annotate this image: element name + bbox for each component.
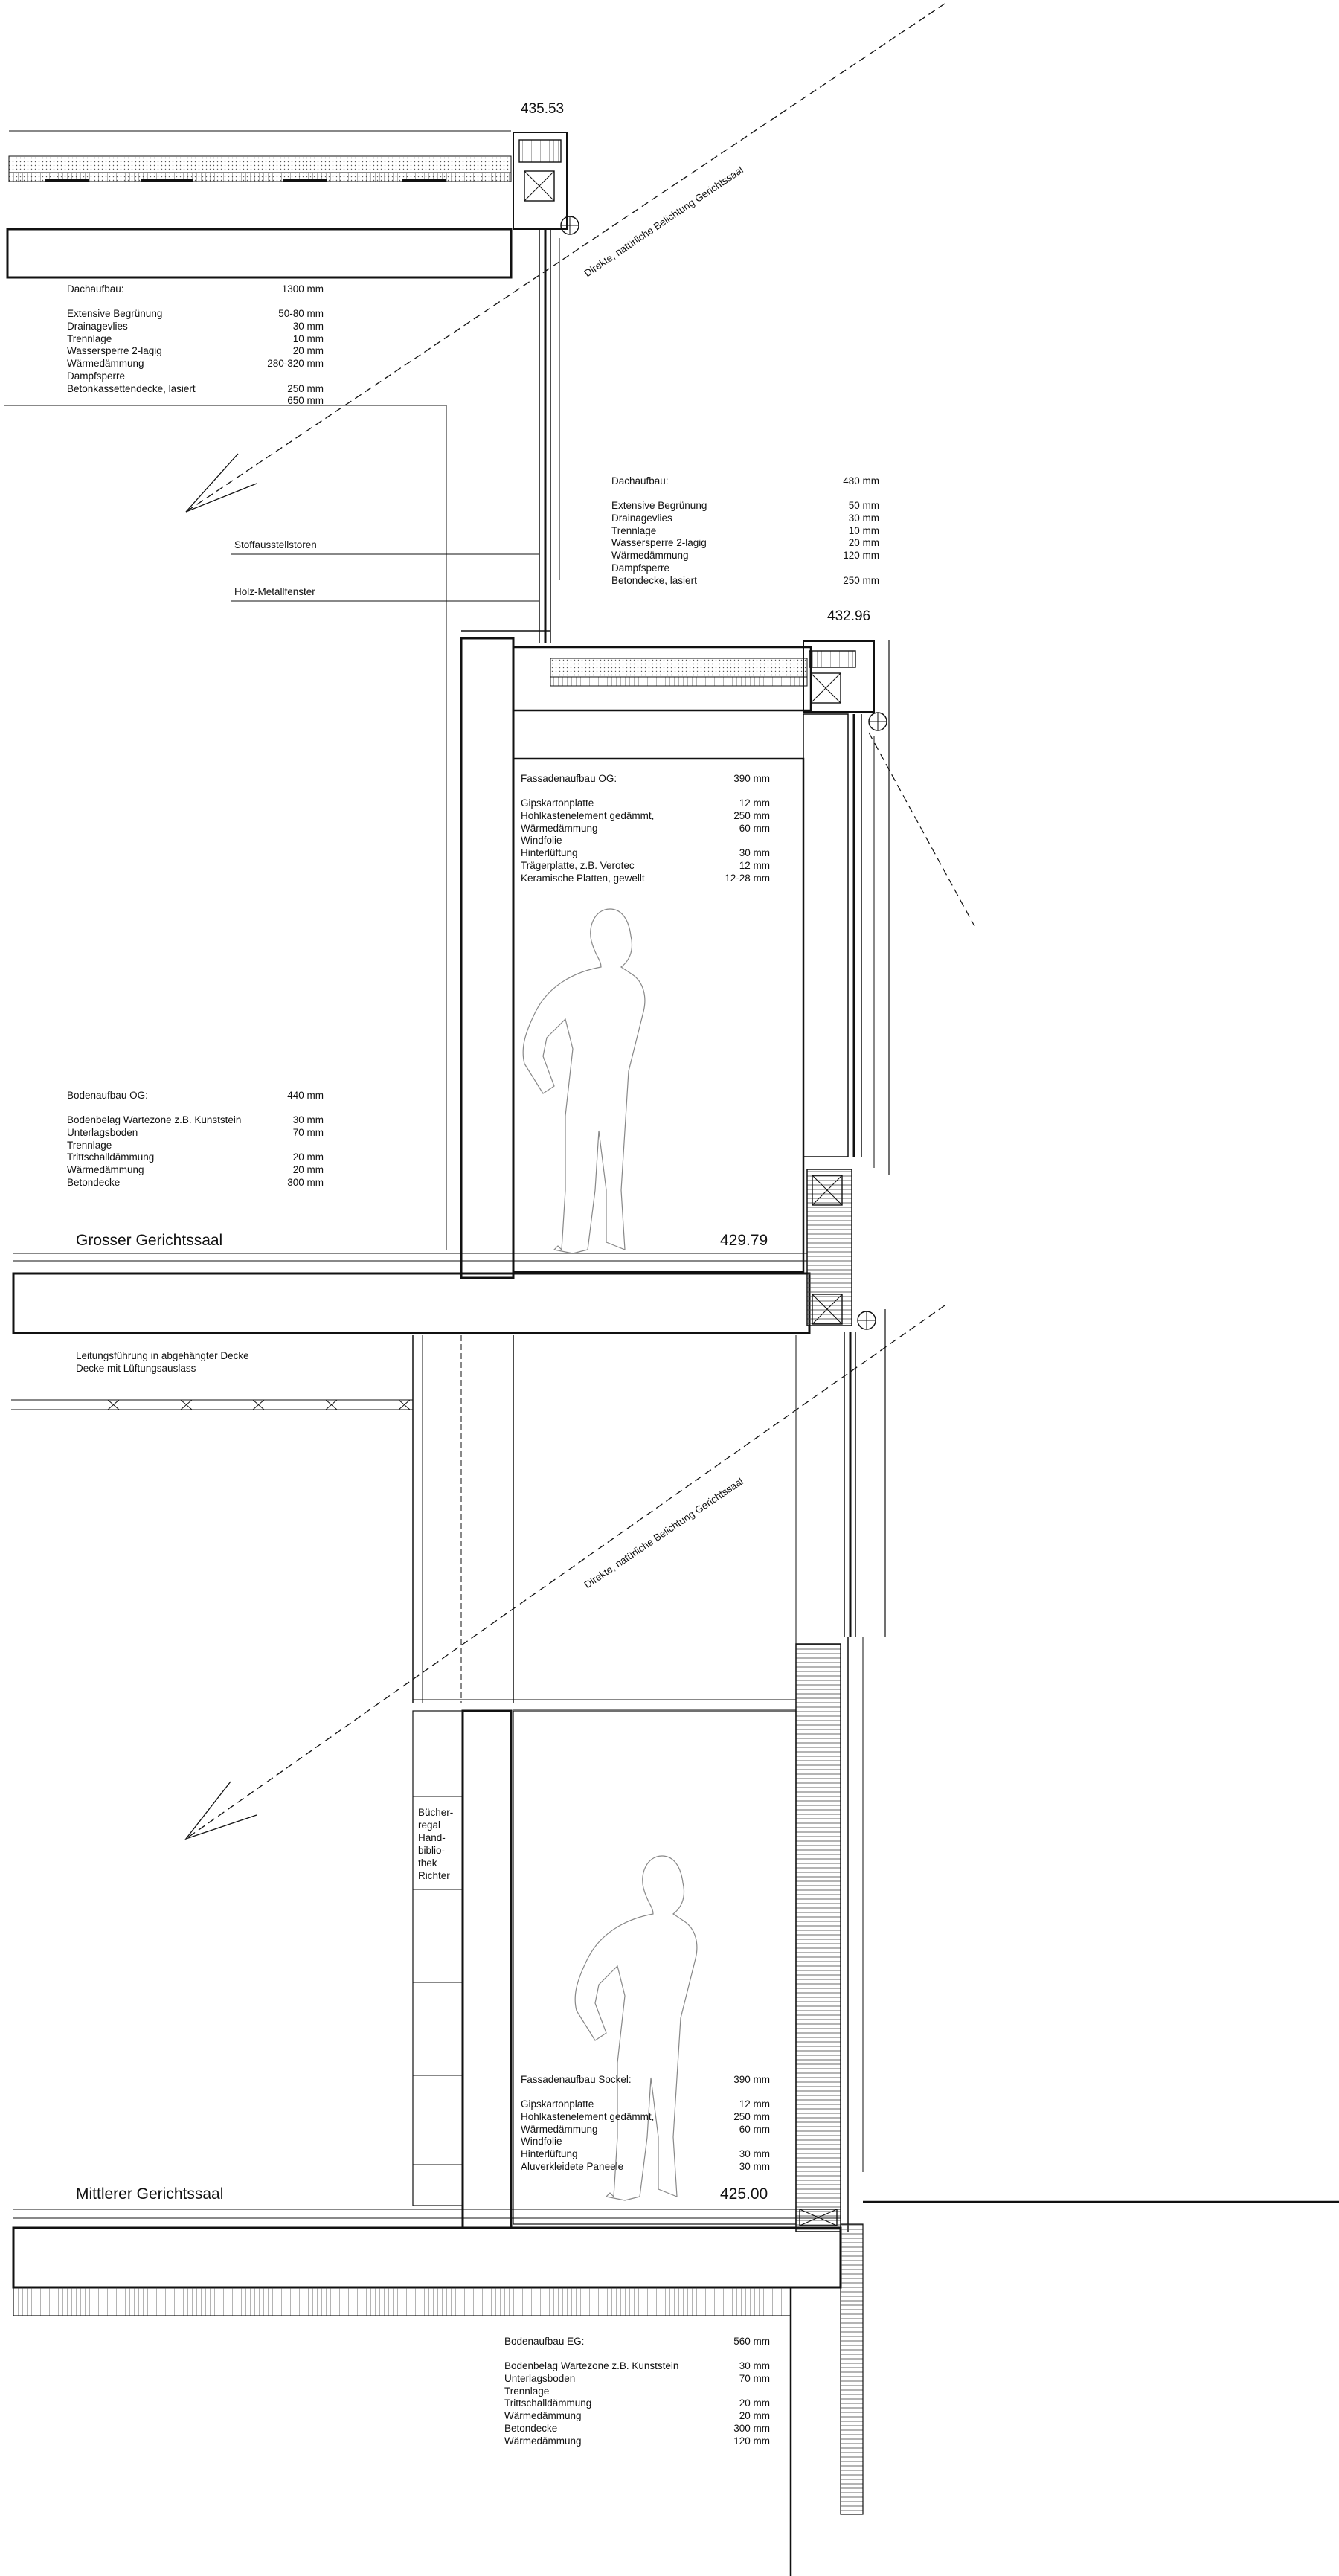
spec-layer: Trennlage — [611, 524, 657, 536]
spec-row — [504, 2373, 770, 2386]
spec-boden-og — [67, 1090, 324, 1189]
human-figure-og — [523, 909, 645, 1253]
window-label: Holz-Metallfenster — [234, 586, 315, 597]
spec-layer: Hinterlüftung — [521, 2148, 578, 2160]
spec-boden-eg — [504, 2336, 770, 2447]
spec-row — [67, 333, 324, 346]
spec-dachaufbau-1 — [67, 283, 324, 408]
spec-thickness: 20 mm — [739, 2397, 770, 2409]
spec-total: 440 mm — [287, 1090, 324, 1101]
daylight-label-lower: Direkte, natürliche Belichtung Gerichtssaal — [582, 1475, 745, 1591]
spec-row — [67, 1152, 324, 1164]
spec-row — [67, 1140, 324, 1152]
spec-total: 560 mm — [733, 2336, 770, 2347]
spec-row — [611, 513, 879, 525]
spec-layer: Dampfsperre — [611, 562, 670, 574]
spec-title: Dachaufbau: — [611, 475, 669, 486]
spec-fassade-sockel — [521, 2074, 770, 2174]
spec-layer: Trittschalldämmung — [67, 1152, 155, 1163]
spec-layer: Betondecke — [67, 1176, 121, 1188]
spec-row — [67, 395, 324, 408]
bookshelf-line-5: thek — [418, 1857, 437, 1869]
spec-layer: Unterlagsboden — [67, 1127, 138, 1139]
spec-thickness: 12 mm — [739, 2098, 770, 2110]
daylight-line-upper — [186, 4, 945, 512]
spec-row — [521, 835, 770, 847]
spec-layer: Drainagevlies — [611, 513, 672, 524]
spec-layer: Trennlage — [67, 333, 112, 344]
spec-thickness: 12 mm — [739, 859, 770, 871]
spec-row — [521, 823, 770, 835]
spec-title: Fassadenaufbau OG: — [521, 773, 617, 784]
spec-row — [521, 847, 770, 860]
spec-thickness: 30 mm — [739, 2148, 770, 2160]
bookshelf-line-4: biblio- — [418, 1845, 446, 1856]
spec-thickness: 280-320 mm — [267, 358, 324, 370]
window-upper — [539, 229, 559, 643]
spec-layer: Extensive Begrünung — [67, 308, 163, 320]
elevation-floor-og: 429.79 — [720, 1232, 768, 1249]
room-name-upper: Grosser Gerichtssaal — [76, 1232, 223, 1249]
spec-layer: Betonkassettendecke, lasiert — [67, 382, 196, 394]
ceiling-label-1: Leitungsführung in abgehängter Decke — [76, 1350, 249, 1361]
spec-title: Bodenaufbau OG: — [67, 1090, 148, 1101]
spec-thickness: 30 mm — [739, 2160, 770, 2172]
spec-row — [67, 370, 324, 383]
spec-row — [504, 2360, 770, 2373]
spec-thickness: 250 mm — [733, 810, 770, 822]
spec-title-row — [611, 475, 879, 488]
spec-thickness: 20 mm — [292, 345, 324, 357]
spec-row — [521, 2148, 770, 2161]
spec-thickness: 650 mm — [287, 395, 324, 407]
spec-total: 480 mm — [843, 475, 879, 486]
spec-layer: Bodenbelag Wartezone z.B. Kunststein — [67, 1114, 242, 1126]
spec-thickness: 300 mm — [733, 2422, 770, 2434]
spec-row — [611, 575, 879, 588]
spec-total: 1300 mm — [281, 283, 324, 295]
spec-layer: Trittschalldämmung — [504, 2397, 592, 2409]
spec-row — [67, 308, 324, 321]
spec-thickness: 20 mm — [292, 1164, 324, 1176]
spec-layer: Wassersperre 2-lagig — [67, 345, 162, 357]
spec-thickness: 250 mm — [287, 382, 324, 394]
spec-row — [521, 2124, 770, 2136]
spec-layer: Drainagevlies — [67, 321, 128, 333]
spec-thickness: 60 mm — [739, 2123, 770, 2135]
spec-title: Fassadenaufbau Sockel: — [521, 2074, 632, 2085]
bookshelf-line-6: Richter — [418, 1870, 450, 1881]
spec-thickness: 30 mm — [292, 1114, 324, 1126]
daylight-label-upper: Direkte, natürliche Belichtung Gerichtssaal — [582, 164, 745, 280]
spec-row — [504, 2410, 770, 2423]
roof-middle — [461, 631, 974, 1278]
spec-thickness: 20 mm — [739, 2410, 770, 2422]
spec-row — [521, 2136, 770, 2148]
spec-row — [521, 810, 770, 823]
spec-layer: Bodenbelag Wartezone z.B. Kunststein — [504, 2360, 679, 2372]
spec-row — [67, 358, 324, 370]
spec-title-row — [521, 773, 770, 786]
spec-layer: Wärmedämmung — [611, 550, 689, 562]
elevation-roof-mid: 432.96 — [827, 608, 871, 624]
spec-row — [521, 2098, 770, 2111]
spec-title-row — [67, 283, 324, 296]
bookshelf-label — [418, 1806, 453, 1882]
spec-row — [67, 383, 324, 396]
spec-row — [521, 860, 770, 873]
spec-title-row — [521, 2074, 770, 2087]
spec-layer: Gipskartonplatte — [521, 2098, 594, 2110]
roof-upper — [7, 131, 579, 277]
spec-layer: Hinterlüftung — [521, 847, 578, 859]
spec-layer: Wassersperre 2-lagig — [611, 537, 707, 549]
spec-layer: Trennlage — [504, 2385, 550, 2397]
spec-layer: Aluverkleidete Paneele — [521, 2160, 624, 2172]
spec-thickness: 60 mm — [739, 822, 770, 834]
bookshelf-line-3: Hand- — [418, 1832, 446, 1843]
spec-row — [521, 2111, 770, 2124]
spec-row — [67, 1127, 324, 1140]
spec-layer: Hohlkastenelement gedämmt, — [521, 2111, 655, 2123]
spec-layer: Wärmedämmung — [521, 2123, 598, 2135]
spec-layer: Windfolie — [521, 2136, 562, 2148]
spec-title: Dachaufbau: — [67, 283, 124, 295]
spec-row — [521, 797, 770, 810]
spec-layer: Wärmedämmung — [67, 1164, 144, 1176]
spec-layer: Wärmedämmung — [521, 822, 598, 834]
spec-layer: Wärmedämmung — [504, 2410, 582, 2422]
spec-row — [504, 2435, 770, 2448]
elevation-floor-eg: 425.00 — [720, 2185, 768, 2203]
spec-row — [504, 2423, 770, 2435]
spec-thickness: 50-80 mm — [278, 308, 324, 320]
blinds-label: Stoffausstellstoren — [234, 539, 317, 550]
spec-layer: Windfolie — [521, 835, 562, 847]
spec-layer: Betondecke, lasiert — [611, 574, 697, 586]
bookshelf-line-2: regal — [418, 1819, 441, 1831]
spec-row — [504, 2386, 770, 2398]
spec-row — [611, 525, 879, 538]
spec-thickness: 70 mm — [292, 1127, 324, 1139]
spec-row — [67, 1164, 324, 1177]
spec-row — [521, 873, 770, 885]
spec-title-row — [504, 2336, 770, 2348]
room-name-lower: Mittlerer Gerichtssaal — [76, 2185, 224, 2203]
spec-layer: Wärmedämmung — [67, 358, 144, 370]
spec-dachaufbau-2 — [611, 475, 879, 587]
spec-thickness: 250 mm — [733, 2111, 770, 2123]
spec-title: Bodenaufbau EG: — [504, 2336, 585, 2347]
spec-row — [67, 345, 324, 358]
spec-layer: Dampfsperre — [67, 370, 126, 382]
spec-thickness: 120 mm — [733, 2435, 770, 2447]
elevation-roof-top: 435.53 — [521, 101, 565, 117]
spec-layer: Gipskartonplatte — [521, 797, 594, 809]
spec-row — [611, 500, 879, 513]
spec-total: 390 mm — [733, 2074, 770, 2085]
spec-row — [611, 537, 879, 550]
spec-title-row — [67, 1090, 324, 1102]
spec-row — [67, 321, 324, 333]
spec-layer: Betondecke — [504, 2422, 558, 2434]
spec-thickness: 30 mm — [739, 2360, 770, 2372]
spec-row — [611, 550, 879, 562]
spec-layer: Extensive Begrünung — [611, 500, 707, 512]
spec-row — [67, 1177, 324, 1189]
spec-thickness: 10 mm — [848, 524, 879, 536]
spec-thickness: 10 mm — [292, 333, 324, 344]
spec-thickness: 30 mm — [292, 321, 324, 333]
spec-thickness: 30 mm — [848, 513, 879, 524]
spec-row — [611, 562, 879, 575]
spec-thickness: 300 mm — [287, 1176, 324, 1188]
spec-total: 390 mm — [733, 773, 770, 784]
spec-layer: Unterlagsboden — [504, 2373, 576, 2385]
spec-thickness: 250 mm — [843, 574, 879, 586]
spec-thickness: 50 mm — [848, 500, 879, 512]
spec-thickness: 120 mm — [843, 550, 879, 562]
spec-thickness: 12-28 mm — [725, 872, 770, 884]
spec-layer: Hohlkastenelement gedämmt, — [521, 810, 655, 822]
spec-layer: Keramische Platten, gewellt — [521, 872, 645, 884]
spec-layer: Trägerplatte, z.B. Verotec — [521, 859, 635, 871]
bookshelf-line-1: Bücher- — [418, 1807, 454, 1818]
spec-thickness: 20 mm — [848, 537, 879, 549]
spec-thickness: 70 mm — [739, 2373, 770, 2385]
spec-row — [521, 2161, 770, 2174]
spec-row — [504, 2397, 770, 2410]
spec-layer: Trennlage — [67, 1139, 112, 1151]
ceiling-label-2: Decke mit Lüftungsauslass — [76, 1363, 196, 1374]
floor-slab-og — [13, 1169, 876, 1333]
spec-layer: Wärmedämmung — [504, 2435, 582, 2447]
spec-thickness: 20 mm — [292, 1152, 324, 1163]
spec-fassade-og — [521, 773, 770, 884]
spec-thickness: 30 mm — [739, 847, 770, 859]
spec-row — [67, 1114, 324, 1127]
spec-thickness: 12 mm — [739, 797, 770, 809]
